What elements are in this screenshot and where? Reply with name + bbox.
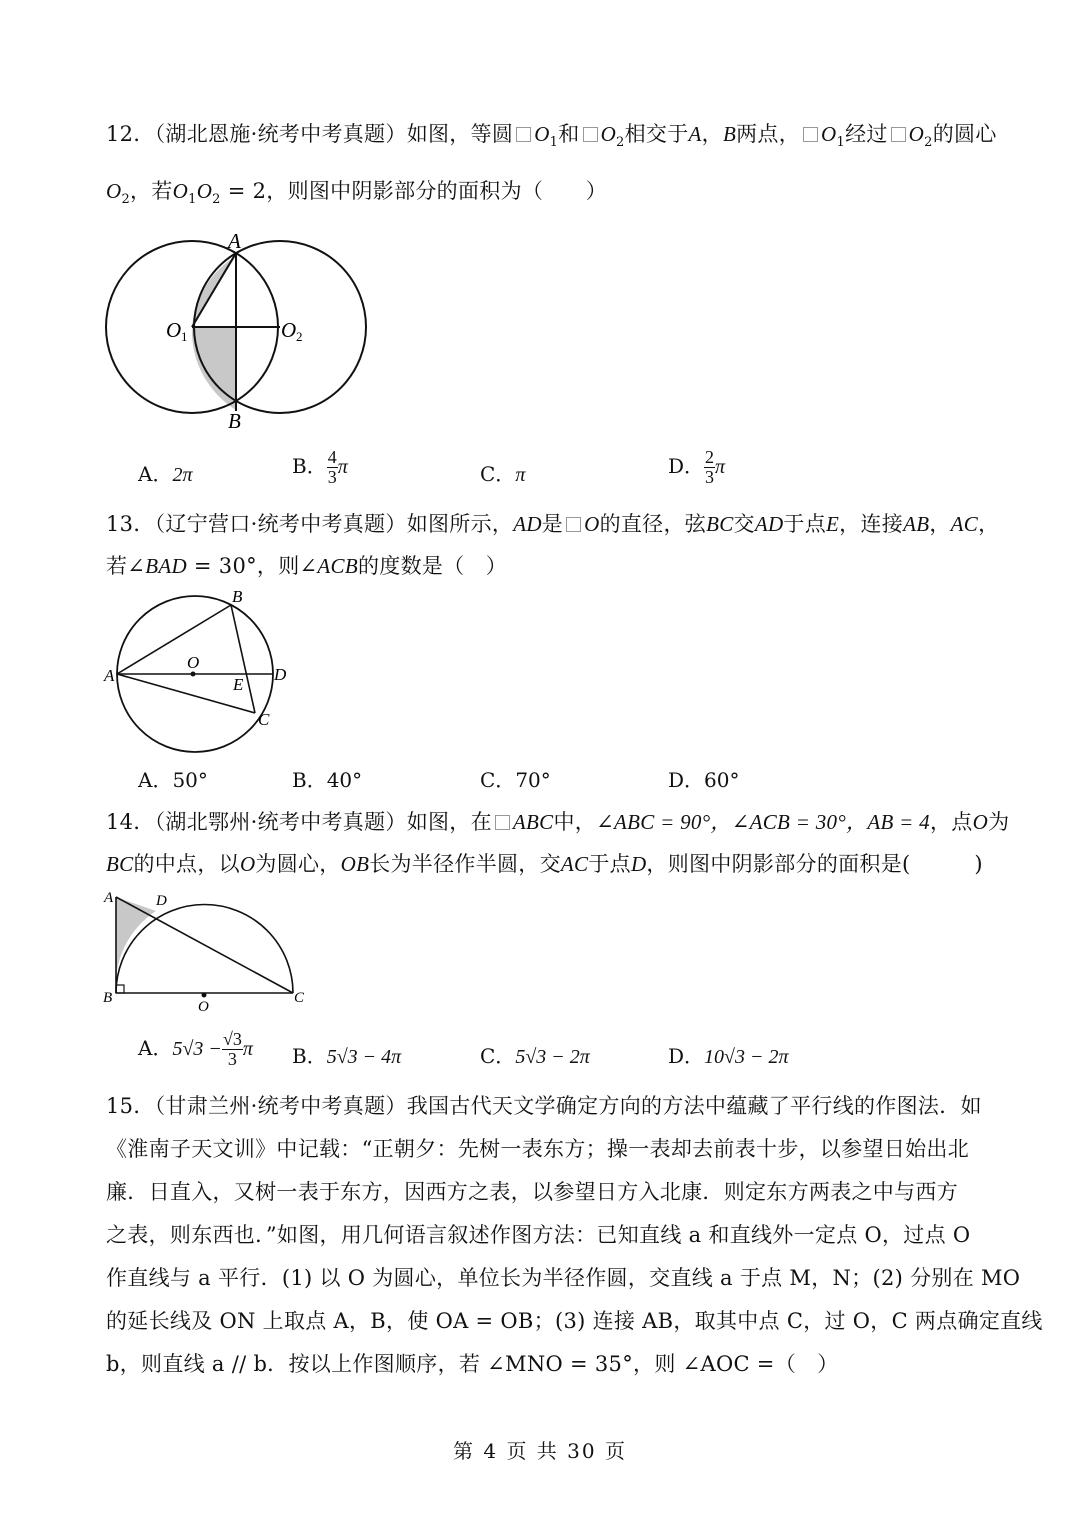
var-ab: AB: [903, 512, 930, 536]
q13-text: 的度数是（ ）: [357, 554, 508, 578]
circle-symbol-box: [803, 127, 818, 142]
sub-1: 1: [836, 135, 846, 150]
q15-line-3: 廉．日直入，又树一表于东方，因西方之表，以参望日方入北康．则定东方两表之中与西方: [106, 1180, 958, 1204]
q13-text: 交: [733, 512, 755, 536]
option-label: A．: [138, 1035, 173, 1060]
circle-symbol-box: [516, 127, 531, 142]
circle-symbol-box: [583, 127, 598, 142]
fraction: [222, 1030, 243, 1069]
option-suffix: π: [337, 455, 348, 478]
q12-line-1: [106, 118, 997, 150]
chord-ab: [117, 605, 231, 674]
option-label: B．: [292, 1044, 327, 1068]
label-e: E: [233, 675, 244, 694]
comma: ，: [929, 512, 951, 536]
segment-ac: [116, 897, 293, 993]
label-c: C: [258, 710, 270, 729]
label-d: D: [274, 665, 287, 684]
q15-text: 我国古代天文学确定方向的方法中蕴藏了平行线的作图法．如: [406, 1094, 982, 1118]
denominator: 3: [705, 466, 715, 487]
o2-var: O: [196, 179, 213, 203]
cond-2: ∠ACB = 30°，: [731, 810, 868, 834]
comma: ，: [701, 122, 723, 146]
q14-text: 于点: [588, 852, 631, 876]
a-var: A: [688, 122, 702, 146]
fraction: [704, 448, 715, 487]
q14-text: 长为半径作半圆，交: [369, 852, 561, 876]
label-o: O: [198, 999, 209, 1015]
q14-option-b[interactable]: [292, 1040, 401, 1069]
q12-eq: = 2: [220, 179, 267, 203]
q12-text-7: 的圆心: [932, 122, 997, 146]
var-ad: AD: [754, 512, 784, 536]
var-d: D: [630, 852, 647, 876]
q15-source: （甘肃兰州·统考中考真题）: [154, 1094, 407, 1118]
sub-1: 1: [549, 135, 559, 150]
b-var: B: [722, 122, 737, 146]
q13-option-d[interactable]: [668, 764, 740, 793]
sub-2: 2: [616, 135, 625, 150]
label-o: O: [187, 653, 200, 672]
option-value: π: [515, 464, 526, 486]
label-c: C: [294, 990, 305, 1006]
var-e: E: [826, 512, 840, 536]
q13-option-b[interactable]: [292, 764, 362, 793]
circle-symbol-box: [891, 127, 906, 142]
option-label: D．: [668, 453, 705, 478]
option-value: 70°: [515, 768, 551, 792]
option-value: 50°: [172, 768, 208, 792]
q13-text: ，连接: [839, 512, 904, 536]
cond-1: ∠ABC = 90°，: [596, 810, 732, 834]
q12-number: 12．: [106, 122, 155, 146]
label-a: A: [228, 229, 241, 253]
var-ad: AD: [513, 512, 542, 536]
q12-text-9: ，则图中阴影部分的面积为（ ）: [266, 179, 608, 203]
sub-2: 2: [924, 135, 933, 150]
label-a: A: [104, 890, 114, 906]
q13-source: （辽宁营口·统考中考真题）: [154, 512, 407, 536]
q13-text: 于点: [783, 512, 827, 536]
q13-text: 如图所示，: [406, 512, 514, 536]
q14-line-1: [106, 806, 1009, 836]
label-a: A: [104, 666, 115, 685]
center-dot: [202, 993, 207, 998]
option-value: 10√3 − 2π: [704, 1046, 789, 1068]
shaded-region: [116, 897, 156, 993]
var-bad: BAD: [145, 554, 187, 578]
q14-number: 14．: [106, 810, 155, 834]
q14-text: ，点: [930, 810, 973, 834]
circle-symbol-box: [566, 517, 581, 532]
q13-option-c[interactable]: [480, 764, 551, 793]
option-value: 40°: [326, 768, 363, 792]
q15-line-4: 之表，则东西也．”如图，用几何语言叙述作图方法：已知直线 a 和直线外一定点 O，过点 O: [106, 1223, 971, 1247]
option-label: A．: [138, 462, 173, 486]
q15-line-1: [106, 1090, 982, 1120]
q14-option-d[interactable]: [668, 1040, 789, 1069]
q13-figure: [100, 585, 300, 760]
q15-line-7: b，则直线 a // b．按以上作图顺序，若 ∠MNO = 35°，则 ∠AOC =（ ）: [106, 1352, 839, 1376]
q12-option-a[interactable]: [138, 458, 192, 487]
numerator: 2: [705, 447, 715, 467]
cond-3: AB = 4: [867, 810, 930, 834]
var-o: O: [239, 852, 256, 876]
q12-text-6: 经过: [845, 122, 888, 146]
option-value: 5√3 − 2π: [515, 1046, 590, 1068]
label-o1: O: [166, 318, 182, 342]
label-o1-sub: 1: [181, 329, 188, 344]
var-abc: ABC: [512, 810, 554, 834]
option-label: C．: [480, 768, 516, 792]
option-value: 2π: [172, 464, 193, 486]
label-b: B: [232, 587, 243, 606]
comma: ，: [978, 512, 1000, 536]
q12-source: （湖北恩施·统考中考真题）: [154, 122, 407, 146]
q13-line-1: [106, 508, 999, 538]
q12-text-2: 和: [558, 122, 580, 146]
q12-option-d[interactable]: [668, 448, 725, 487]
q15-line-5: 作直线与 a 平行．(1) 以 O 为圆心，单位长为半径作圆，交直线 a 于点 M，N；(2) 分别在 MO: [106, 1266, 1021, 1290]
sub-1: 1: [188, 192, 197, 207]
numerator: 4: [327, 447, 337, 467]
o2-var: O: [106, 179, 122, 203]
var-o: O: [584, 512, 600, 536]
denominator: 3: [227, 1048, 237, 1069]
o1-var: O: [821, 122, 837, 146]
center-dot: [191, 672, 196, 677]
right-angle-mark: [116, 985, 124, 993]
o2-var: O: [908, 122, 925, 146]
fraction: [327, 448, 338, 487]
q14-source: （湖北鄂州·统考中考真题）: [154, 810, 407, 834]
o2-var: O: [600, 122, 617, 146]
o1-var: O: [172, 179, 189, 203]
label-d: D: [156, 893, 167, 909]
label-o2: O: [281, 318, 297, 342]
denominator: 3: [327, 466, 337, 487]
option-suffix: π: [242, 1037, 253, 1060]
var-o: O: [972, 810, 989, 834]
var-bc: BC: [106, 852, 134, 876]
option-label: B．: [292, 768, 327, 792]
option-label: C．: [480, 462, 516, 486]
q13-line-2: [106, 550, 507, 580]
option-label: B．: [292, 453, 327, 478]
sub-2: 2: [121, 192, 131, 207]
var-acb: ACB: [317, 554, 358, 578]
option-value: 60°: [704, 768, 740, 792]
q12-option-b[interactable]: [292, 448, 348, 487]
q13-option-a[interactable]: [138, 764, 208, 793]
label-b: B: [103, 990, 113, 1006]
option-value: 5√3 − 4π: [326, 1046, 402, 1068]
page-footer: 第 4 页 共 30 页: [453, 1439, 627, 1463]
q13-text: 是: [541, 512, 564, 536]
numerator: √3: [222, 1029, 242, 1049]
var-bc: BC: [706, 512, 734, 536]
q13-number: 13．: [106, 512, 155, 536]
q14-text: 为圆心，: [255, 852, 341, 876]
q14-text: 中，: [553, 810, 597, 834]
q12-line-2: [106, 175, 607, 207]
o1-var: O: [534, 122, 550, 146]
q13-text: 若∠: [106, 554, 146, 578]
q12-option-c[interactable]: [480, 458, 525, 487]
q14-text: 为: [988, 810, 1010, 834]
q14-line-2: [106, 848, 983, 878]
var-ac: AC: [950, 512, 979, 536]
q14-text: 如图，在: [406, 810, 492, 834]
option-suffix: π: [715, 455, 726, 478]
q12-text-5: 两点，: [736, 122, 801, 146]
q12-text-8: ，若: [130, 179, 173, 203]
q15-number: 15．: [106, 1094, 155, 1118]
option-label: D．: [668, 768, 705, 792]
option-label: C．: [480, 1044, 516, 1068]
var-ob: OB: [340, 852, 370, 876]
q14-text: ，则图中阴影部分的面积是( ): [646, 852, 983, 876]
q12-text-3: 相交于: [624, 122, 689, 146]
q14-text: 的中点，以: [133, 852, 240, 876]
q15-line-2: 《淮南子天文训》中记载：“正朝夕：先树一表东方；操一表却去前表十步，以参望日始出北: [106, 1137, 970, 1161]
triangle-symbol-box: [495, 815, 510, 830]
var-ac: AC: [560, 852, 589, 876]
option-label: A．: [138, 768, 173, 792]
q14-option-c[interactable]: [480, 1040, 590, 1069]
option-value: 5√3 −: [172, 1037, 222, 1060]
label-o2-sub: 2: [296, 329, 303, 344]
q13-text: = 30°，则∠: [186, 554, 318, 578]
q12-figure: [100, 228, 380, 438]
q12-text: 如图，等圆: [406, 122, 514, 146]
option-label: D．: [668, 1044, 705, 1068]
segment-o1a: [192, 253, 236, 327]
q14-figure: [100, 885, 315, 1015]
q15-line-6: 的延长线及 ON 上取点 A，B，使 OA = OB；(3) 连接 AB，取其中点 C，过 O，C 两点确定直线: [106, 1309, 1043, 1333]
q13-text: 的直径，弦: [599, 512, 707, 536]
label-b: B: [228, 409, 241, 433]
q14-option-a[interactable]: [138, 1030, 253, 1069]
sub-2: 2: [212, 192, 221, 207]
